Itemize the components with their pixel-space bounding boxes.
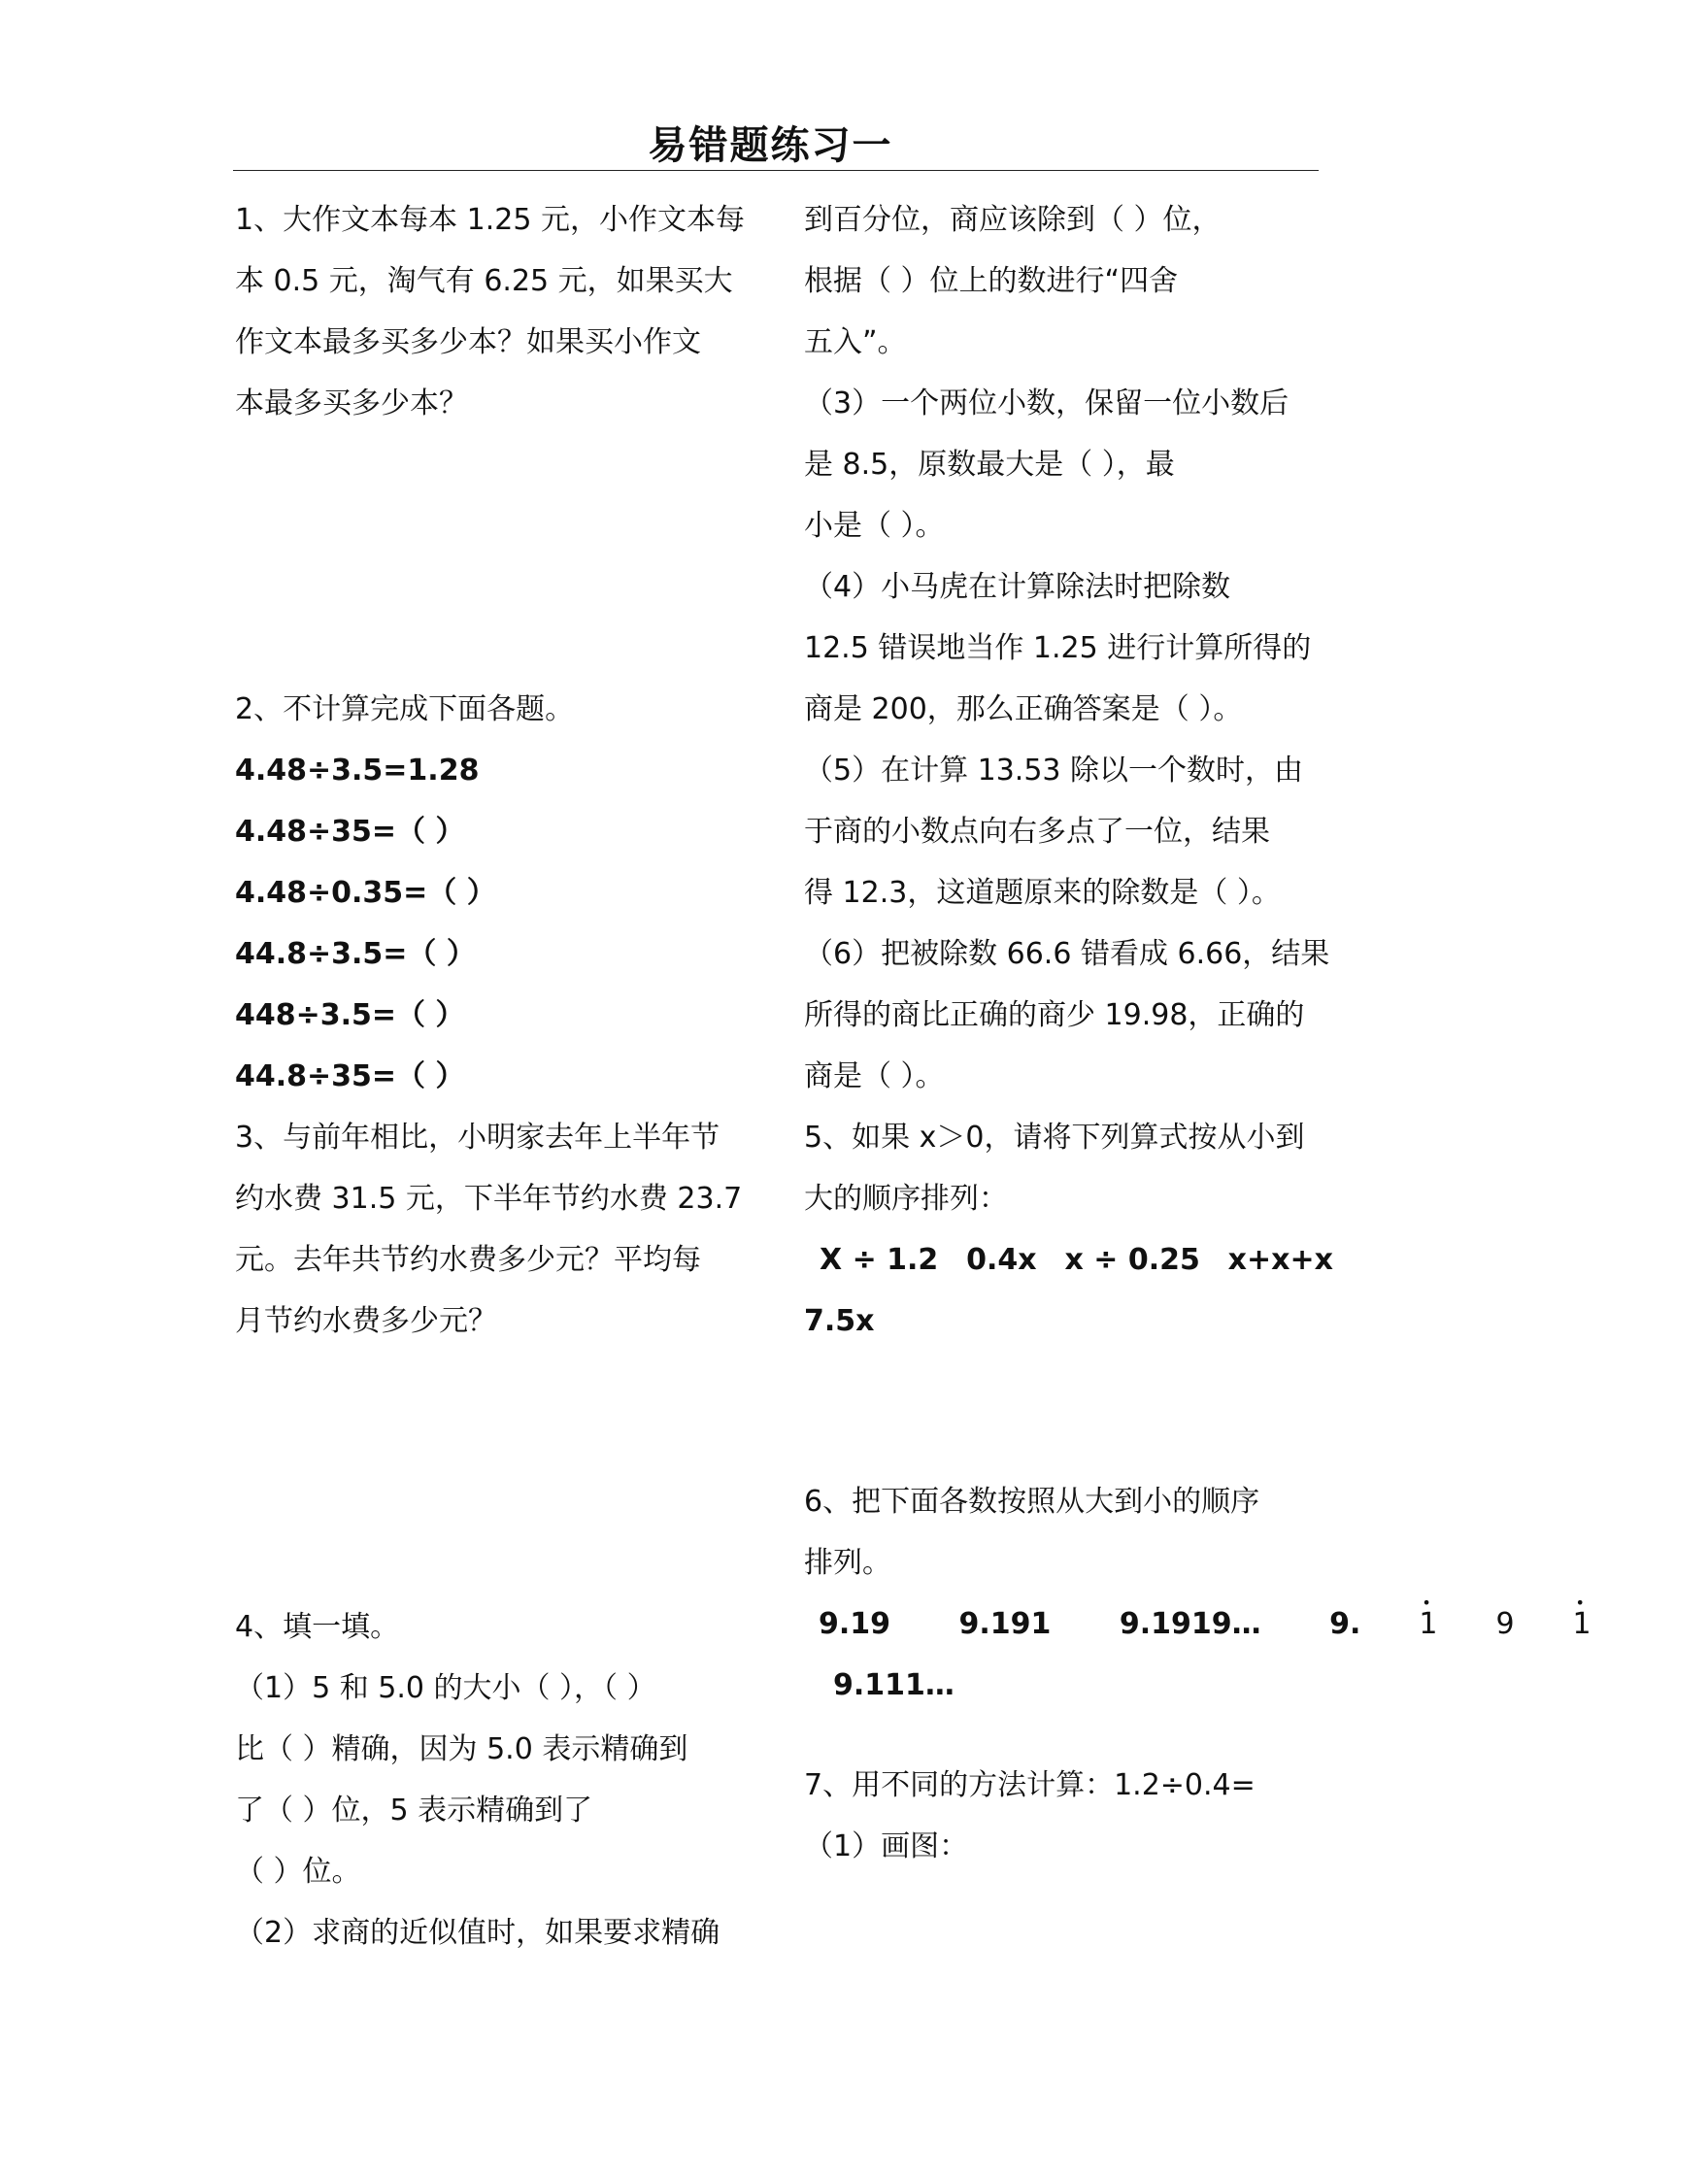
q5-line: 5、如果 x＞0，请将下列算式按从小到 [804,1121,1305,1155]
q4-cont-line: 于商的小数点向右多点了一位，结果 [804,815,1270,849]
q4-line: （1）5 和 5.0 的大小（ ），（ ） [235,1671,656,1705]
q1-line: 本最多买多少本？ [235,386,468,420]
page-title: 易错题练习一 [648,123,893,168]
q6-number: 9.19 [819,1607,891,1641]
question-3 [235,1107,764,1352]
q6-number: 9.191 [958,1607,1052,1641]
q6-line: 6、把下面各数按照从大到小的顺序 [804,1485,1260,1519]
answer-space [235,1352,764,1596]
q4-cont-line: 所得的商比正确的商少 19.98，正确的 [804,998,1305,1032]
question-7 [804,1755,1333,1877]
q4-cont-line: 商是（ ）。 [804,1059,945,1093]
answer-space [235,434,764,679]
left-column [235,189,764,1963]
repeating-digit: • 1 [1573,1593,1591,1655]
q4-cont-line: （6）把被除数 66.6 错看成 6.66，结果 [804,937,1330,971]
q4-cont-line: （5）在计算 13.53 除以一个数时，由 [804,754,1304,788]
q3-line: 约水费 31.5 元，下半年节约水费 23.7 [235,1182,743,1216]
digit: 9 [1495,1607,1515,1641]
q5-expression: X ÷ 1.2 [820,1243,939,1277]
q4-cont-line: 12.5 错误地当作 1.25 进行计算所得的 [804,631,1312,665]
q4-cont-line: 是 8.5，原数最大是（ ），最 [804,448,1175,482]
answer-space [804,1716,1333,1755]
question-1 [235,189,764,434]
question-6 [804,1471,1591,1716]
question-4 [235,1596,764,1963]
q5-expression: x ÷ 0.25 [1064,1243,1200,1277]
right-column [804,189,1591,1877]
q5-expression: 7.5x [804,1304,875,1338]
q5-expressions [804,1229,1333,1291]
q5-expression: 0.4x [966,1243,1037,1277]
q2-title: 2、不计算完成下面各题。 [235,692,575,726]
q3-line: 元。去年共节约水费多少元？平均每 [235,1243,701,1277]
q6-number: 9.111… [833,1668,954,1702]
q6-numbers [804,1593,1591,1655]
q4-cont-line: 五入”。 [804,325,907,359]
q4-line: （ ）位。 [235,1855,361,1889]
q4-cont-line: 得 12.3，这道题原来的除数是（ ）。 [804,876,1281,910]
question-4-continued [804,189,1333,1107]
answer-space [804,1352,1333,1471]
q4-line: 比（ ）精确，因为 5.0 表示精确到 [235,1732,688,1766]
q4-cont-line: 小是（ ）。 [804,509,945,543]
q6-number: 9.1919… [1119,1607,1261,1641]
q6-line: 排列。 [804,1546,891,1580]
q4-line: （2）求商的近似值时，如果要求精确 [235,1916,720,1950]
question-5 [804,1107,1333,1352]
q2-item: 448÷3.5=（ ） [235,998,465,1032]
q4-title: 4、填一填。 [235,1610,400,1644]
q2-item: 4.48÷3.5=1.28 [235,754,480,788]
q4-cont-line: 到百分位，商应该除到（ ）位， [804,203,1222,237]
q7-title: 7、用不同的方法计算：1.2÷0.4= [804,1768,1256,1802]
q1-line: 作文本最多买多少本？如果买小作文 [235,325,701,359]
q4-cont-line: （4）小马虎在计算除法时把除数 [804,570,1231,604]
q2-item: 4.48÷0.35=（ ） [235,876,496,910]
title-divider [233,170,1319,171]
q5-expression: x+x+x [1227,1243,1333,1277]
q4-cont-line: （3）一个两位小数，保留一位小数后 [804,386,1289,420]
q5-line: 大的顺序排列： [804,1182,1008,1216]
q1-line: 1、大作文本每本 1.25 元，小作文本每 [235,203,745,237]
q1-line: 本 0.5 元，淘气有 6.25 元，如果买大 [235,264,733,298]
q2-item: 44.8÷35=（ ） [235,1059,465,1093]
q4-cont-line: 商是 200，那么正确答案是（ ）。 [804,692,1243,726]
q2-item: 44.8÷3.5=（ ） [235,937,476,971]
q3-line: 月节约水费多少元？ [235,1304,497,1338]
q2-item: 4.48÷35=（ ） [235,815,465,849]
question-2 [235,679,764,1107]
q7-sub: （1）画图： [804,1829,969,1863]
q4-cont-line: 根据（ ）位上的数进行“四舍 [804,264,1179,298]
q3-line: 3、与前年相比，小明家去年上半年节 [235,1121,720,1155]
q6-repeating-number: 9.• 1 9• 1 [1329,1607,1650,1641]
q4-line: 了（ ）位，5 表示精确到了 [235,1794,593,1828]
repeating-digit: • 1 [1419,1593,1437,1655]
